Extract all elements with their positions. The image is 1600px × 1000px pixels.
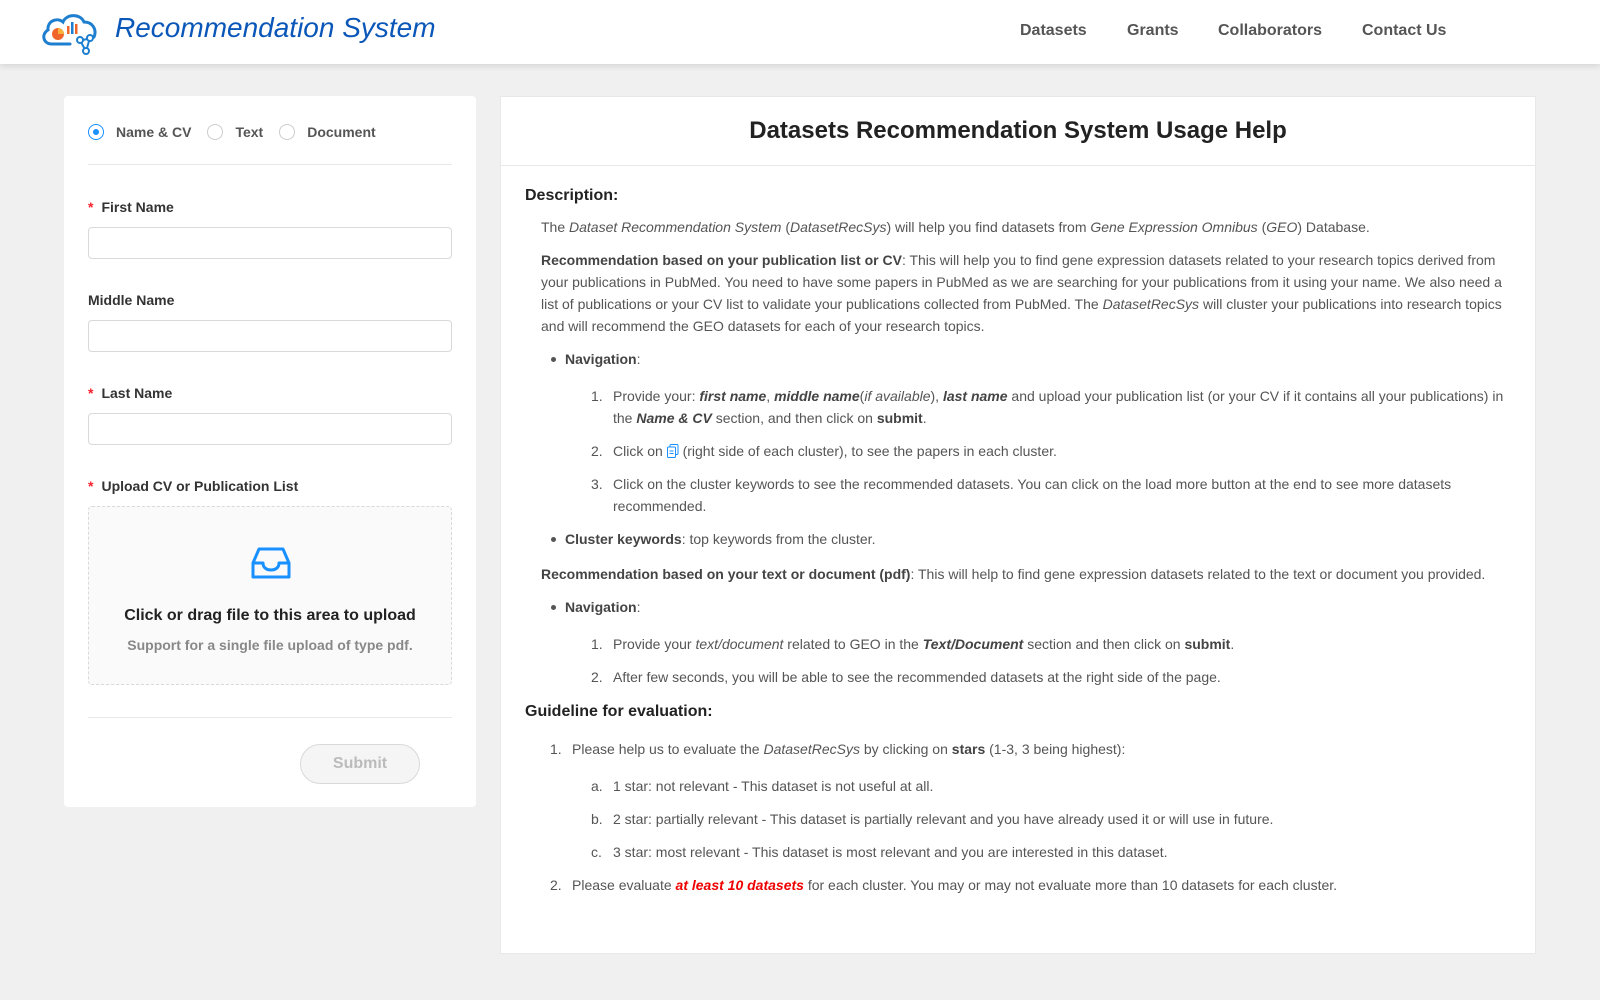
list-item: 3. Click on the cluster keywords to see the recommended datasets. You can click on the load more button at the end to see more datasets recommended. bbox=[591, 476, 1452, 514]
top-header bbox=[0, 0, 1600, 64]
inbox-icon bbox=[251, 543, 291, 583]
list-item: 2. Please evaluate at least 10 datasets for each cluster. You may or may not evaluate more than 10 datasets for each cluster. bbox=[550, 877, 1338, 893]
upload-label-text: Upload CV or Publication List bbox=[101, 478, 299, 494]
app-title: Recommendation System bbox=[115, 12, 436, 43]
upload-dropzone[interactable] bbox=[88, 506, 452, 685]
list-item: 1. Please help us to evaluate the DatasetRecSys by clicking on stars (1-3, 3 being highest): bbox=[550, 741, 1126, 757]
star-levels-list bbox=[572, 775, 1505, 863]
mode-name-cv[interactable] bbox=[88, 124, 191, 140]
list-item: a. 1 star: not relevant - This dataset is not useful at all. bbox=[591, 778, 934, 794]
mode-text-label: Text bbox=[235, 124, 264, 140]
description-section bbox=[525, 216, 1505, 337]
guideline-heading: Guideline for evaluation: bbox=[525, 703, 713, 720]
mode-radio-group bbox=[88, 122, 392, 142]
upload-label bbox=[88, 478, 298, 494]
cloud-logo-icon[interactable] bbox=[40, 10, 98, 56]
text-doc-steps-list bbox=[525, 633, 1505, 688]
last-name-label bbox=[88, 385, 172, 401]
divider bbox=[501, 165, 1535, 166]
nav-datasets[interactable]: Datasets bbox=[1020, 22, 1087, 39]
help-body bbox=[525, 185, 1505, 896]
radio-checked-icon[interactable] bbox=[88, 124, 104, 140]
recommendation-form bbox=[64, 96, 476, 807]
cv-steps-list bbox=[525, 385, 1505, 517]
description-intro: The Dataset Recommendation System (DatasetRecSys) will help you find datasets from Gene Expression Omnibus (GEO) Database. bbox=[541, 219, 1370, 235]
help-title: Datasets Recommendation System Usage Help bbox=[749, 117, 1287, 144]
mode-name-cv-label: Name & CV bbox=[116, 124, 192, 140]
last-name-label-text: Last Name bbox=[101, 385, 173, 401]
required-mark: * bbox=[88, 385, 94, 401]
description-heading: Description: bbox=[525, 187, 619, 204]
cluster-keywords-bullet: Cluster keywords: top keywords from the cluster. bbox=[525, 528, 1505, 550]
divider bbox=[88, 717, 452, 718]
radio-unchecked-icon[interactable] bbox=[279, 124, 295, 140]
upload-hint: Support for a single file upload of type pdf. bbox=[127, 637, 413, 653]
mode-text[interactable] bbox=[207, 124, 263, 140]
mode-document-label: Document bbox=[307, 124, 376, 140]
submit-button[interactable]: Submit bbox=[300, 744, 420, 784]
cv-recommendation-text: Recommendation based on your publication list or CV: This will help you to find gene expression datasets related to your research topics derived from your publications in PubMed. You need to have some papers in PubMed as we are searching for your publications from it using your name. We also need a list of publications or your CV list to validate your publications collected from PubMed. The DatasetRecSys will cluster your publications into research topics and will recommend the GEO datasets for each of your research topics. bbox=[541, 252, 1502, 334]
list-item: 2. After few seconds, you will be able to see the recommended datasets at the right side of the page. bbox=[591, 669, 1221, 685]
navigation-bullet: Navigation: bbox=[525, 596, 1505, 618]
first-name-label-text: First Name bbox=[101, 199, 174, 215]
required-mark: * bbox=[88, 199, 94, 215]
list-item: c. 3 star: most relevant - This dataset is most relevant and you are interested in this dataset. bbox=[591, 844, 1168, 860]
list-item: b. 2 star: partially relevant - This dataset is partially relevant and you have already used it or will use in future. bbox=[591, 811, 1274, 827]
middle-name-label: Middle Name bbox=[88, 292, 175, 308]
text-doc-section bbox=[525, 563, 1505, 585]
nav-grants[interactable]: Grants bbox=[1127, 22, 1179, 39]
radio-unchecked-icon[interactable] bbox=[207, 124, 223, 140]
guideline-list bbox=[525, 738, 1505, 896]
mode-document[interactable] bbox=[279, 124, 375, 140]
first-name-label bbox=[88, 199, 174, 215]
usage-help-panel bbox=[500, 96, 1536, 954]
divider bbox=[88, 164, 452, 165]
nav-collaborators[interactable]: Collaborators bbox=[1218, 22, 1323, 39]
nav-contact-us[interactable]: Contact Us bbox=[1362, 22, 1447, 39]
text-doc-recommendation-text: Recommendation based on your text or document (pdf): This will help to find gene expression datasets related to the text or document you provided. bbox=[541, 566, 1486, 582]
cluster-papers-icon bbox=[667, 444, 679, 458]
list-item: 1. Provide your text/document related to GEO in the Text/Document section and then click on submit. bbox=[591, 636, 1235, 652]
required-mark: * bbox=[88, 478, 94, 494]
list-item: 2. Click on (right side of each cluster), to see the papers in each cluster. bbox=[591, 443, 1057, 459]
upload-instruction: Click or drag file to this area to upload bbox=[124, 607, 416, 624]
first-name-input[interactable] bbox=[88, 227, 452, 259]
last-name-input[interactable] bbox=[88, 413, 452, 445]
list-item: 1. Provide your: first name, middle name(if available), last name and upload your publication list (or your CV if it contains all your publications) in the Name & CV section, and then click on submit. bbox=[591, 388, 1504, 426]
middle-name-input[interactable] bbox=[88, 320, 452, 352]
navigation-bullet: Navigation: bbox=[525, 348, 1505, 370]
